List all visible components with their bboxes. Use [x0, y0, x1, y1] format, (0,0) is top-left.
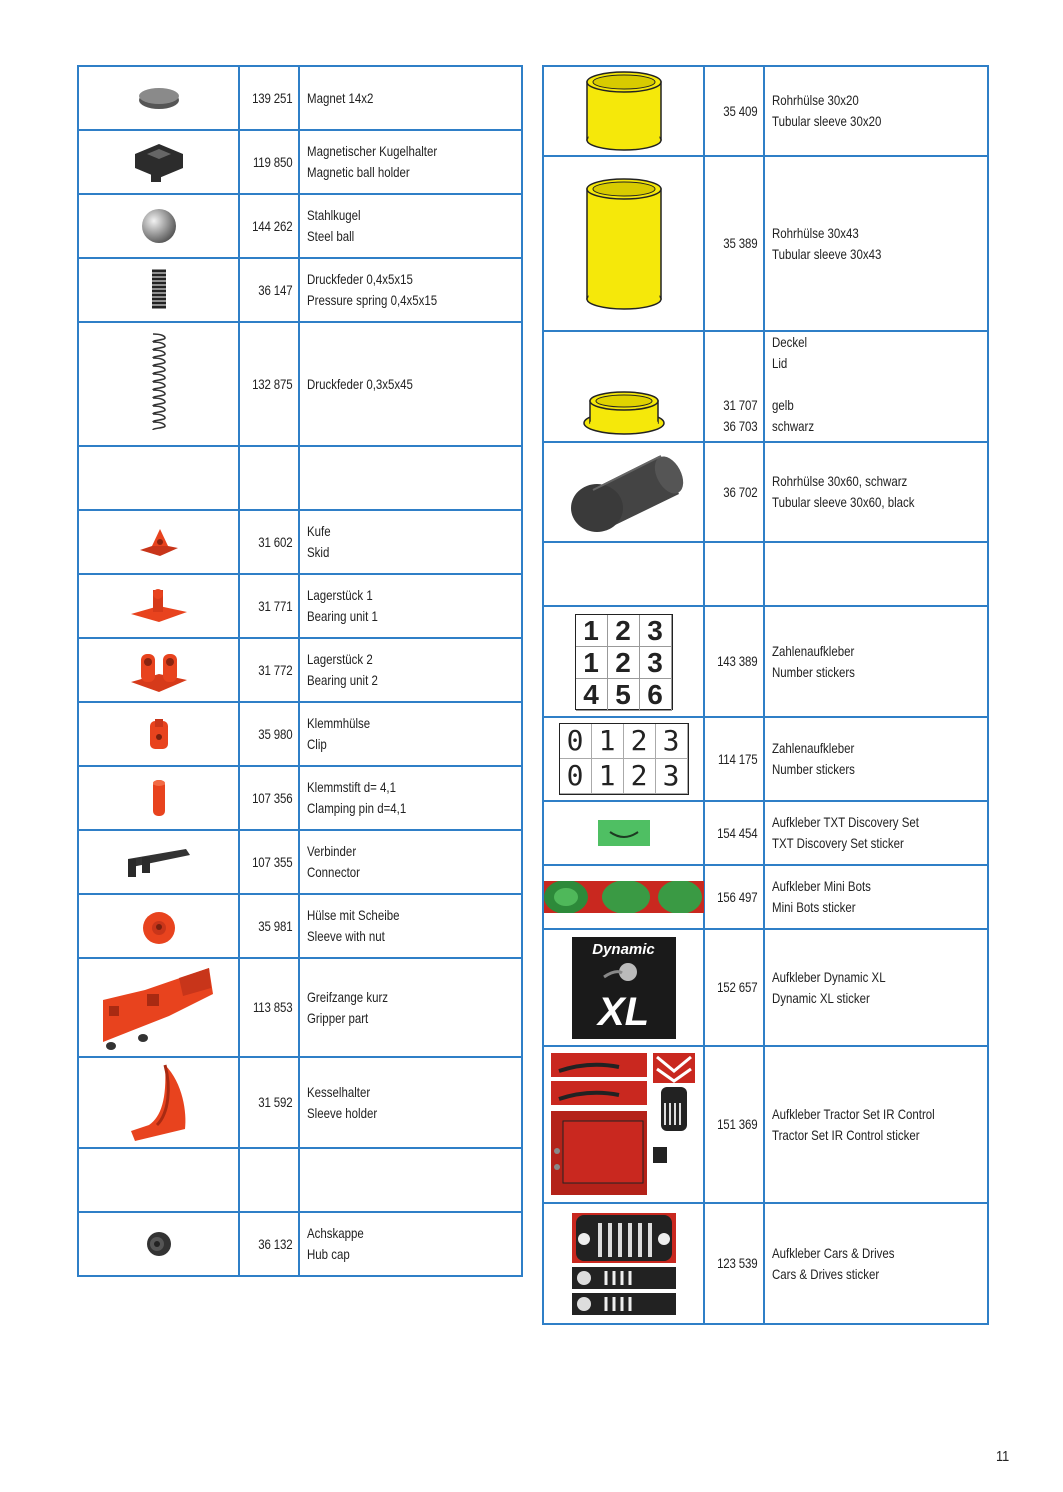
sleeve-with-nut-icon: [139, 906, 179, 946]
part-number: 119 850: [250, 130, 299, 194]
short-spring-icon: [149, 268, 169, 312]
part-description: Greifzange kurz Gripper part: [307, 988, 389, 1026]
part-number: 139 251: [250, 66, 299, 130]
table-row: [78, 894, 522, 958]
part-number: 31 772: [250, 638, 299, 702]
table-row: [78, 1212, 522, 1276]
part-description: Aufkleber Cars & Drives Cars & Drives sticker: [772, 1244, 895, 1282]
skid-icon: [138, 526, 180, 558]
table-row: [543, 442, 988, 542]
number-stickers-123-icon: 1 2 3 1 2 3 4 5 6: [575, 614, 673, 710]
yellow-sleeve-tall-icon: [584, 177, 664, 311]
part-description: Kufe Skid: [307, 523, 331, 560]
part-description: Magnetischer Kugelhalter Magnetic ball holder: [307, 143, 438, 180]
part-description: Druckfeder 0,3x5x45: [307, 375, 413, 392]
cars-drives-sticker-icon: [570, 1211, 678, 1317]
table-row: [78, 1057, 522, 1148]
yellow-lid-icon: [582, 387, 666, 437]
part-description: Stahlkugel Steel ball: [307, 207, 361, 244]
part-description: Zahlenaufkleber Number stickers: [772, 740, 855, 777]
part-description: Druckfeder 0,4x5x15 Pressure spring 0,4x5x15: [307, 271, 438, 308]
steel-ball-icon: [139, 206, 179, 246]
part-description: Aufkleber Tractor Set IR Control Tractor Set IR Control sticker: [772, 1105, 935, 1143]
left-parts-table: [77, 65, 523, 1277]
table-row: [78, 258, 522, 322]
part-number: 31 592: [250, 1057, 299, 1148]
part-description: Klemmstift d= 4,1 Clamping pin d=4,1: [307, 779, 407, 816]
part-description: Deckel Lid gelb schwarz: [772, 334, 815, 434]
table-row: [78, 830, 522, 894]
part-number: 154 454: [715, 801, 764, 865]
table-row: [78, 194, 522, 258]
part-number: 35 981: [250, 894, 299, 958]
part-number: 107 355: [250, 830, 299, 894]
number-stickers-0123-icon: 0 1 2 3 0 1 2 3: [559, 723, 689, 795]
part-description: Lagerstück 1 Bearing unit 1: [307, 587, 378, 624]
connector-icon: [124, 845, 194, 879]
part-number: 114 175: [715, 717, 764, 801]
magnet-disc-icon: [134, 84, 184, 112]
table-row-empty: [543, 542, 988, 606]
part-description: Lagerstück 2 Bearing unit 2: [307, 651, 378, 688]
table-row-empty: [78, 446, 522, 510]
part-description: Achskappe Hub cap: [307, 1225, 364, 1262]
part-number: 36 132: [250, 1212, 299, 1276]
part-number: 35 409: [715, 66, 764, 156]
yellow-sleeve-short-icon: [584, 70, 664, 152]
table-row-empty: [78, 1148, 522, 1212]
table-row: [78, 66, 522, 130]
part-description: Aufkleber Dynamic XL Dynamic XL sticker: [772, 968, 886, 1006]
part-number: 152 657: [715, 929, 764, 1046]
table-row: [78, 638, 522, 702]
table-row: [78, 510, 522, 574]
table-row: [543, 1046, 988, 1203]
part-number: 143 389: [715, 606, 764, 717]
long-spring-icon: [149, 330, 169, 438]
table-row: [543, 865, 988, 929]
gripper-part-icon: [101, 964, 217, 1052]
table-row: [78, 958, 522, 1057]
part-number: 31 707 36 703: [715, 331, 764, 442]
dynamic-label: Dynamic: [592, 940, 655, 958]
part-number: 156 497: [715, 865, 764, 929]
magnetic-ball-holder-icon: [129, 140, 189, 184]
part-description: Zahlenaufkleber Number stickers: [772, 642, 855, 680]
part-description: Rohrhülse 30x43 Tubular sleeve 30x43: [772, 224, 882, 262]
table-row: [543, 929, 988, 1046]
part-number: 35 980: [250, 702, 299, 766]
clip-icon: [147, 717, 171, 751]
xl-label: XL: [597, 989, 650, 1034]
table-row: [543, 1203, 988, 1324]
part-number: 31 602: [250, 510, 299, 574]
table-row: [543, 156, 988, 331]
part-number: 35 389: [715, 156, 764, 331]
part-description: Klemmhülse Clip: [307, 715, 371, 752]
part-description: Rohrhülse 30x60, schwarz Tubular sleeve 30x60, black: [772, 473, 915, 510]
part-number: 31 771: [250, 574, 299, 638]
part-number: 113 853: [250, 958, 299, 1057]
mini-bots-sticker-icon: [544, 881, 704, 913]
sleeve-holder-icon: [127, 1063, 191, 1143]
bearing-unit-2-icon: [129, 646, 189, 694]
table-row: [543, 717, 988, 801]
part-number: 123 539: [715, 1203, 764, 1324]
bearing-unit-1-icon: [129, 586, 189, 626]
part-number: 36 702: [715, 442, 764, 542]
table-row: [78, 322, 522, 446]
part-number: 132 875: [250, 322, 299, 446]
clamping-pin-icon: [151, 778, 167, 818]
dynamic-xl-sticker-icon: [572, 937, 676, 1039]
page-number: 11: [996, 1448, 1010, 1465]
table-row: [543, 66, 988, 156]
part-number: 36 147: [250, 258, 299, 322]
table-row: [78, 766, 522, 830]
table-row: [543, 801, 988, 865]
table-row: [78, 702, 522, 766]
part-description: Magnet 14x2: [307, 89, 374, 106]
hub-cap-icon: [144, 1229, 174, 1259]
part-description: Aufkleber TXT Discovery Set TXT Discovery Set sticker: [772, 814, 919, 851]
right-parts-table: [542, 65, 989, 1325]
part-description: Aufkleber Mini Bots Mini Bots sticker: [772, 878, 871, 915]
black-sleeve-icon: [563, 450, 685, 534]
table-row: [78, 130, 522, 194]
table-row: [543, 606, 988, 717]
part-description: Hülse mit Scheibe Sleeve with nut: [307, 907, 400, 944]
txt-sticker-icon: [598, 820, 650, 846]
part-description: Rohrhülse 30x20 Tubular sleeve 30x20: [772, 92, 882, 129]
part-number: 144 262: [250, 194, 299, 258]
part-description: Kesselhalter Sleeve holder: [307, 1083, 378, 1121]
tractor-sticker-icon: [549, 1051, 699, 1199]
part-number: 107 356: [250, 766, 299, 830]
part-description: Verbinder Connector: [307, 843, 360, 880]
table-row: [78, 574, 522, 638]
table-row: [543, 331, 988, 442]
part-number: 151 369: [715, 1046, 764, 1203]
